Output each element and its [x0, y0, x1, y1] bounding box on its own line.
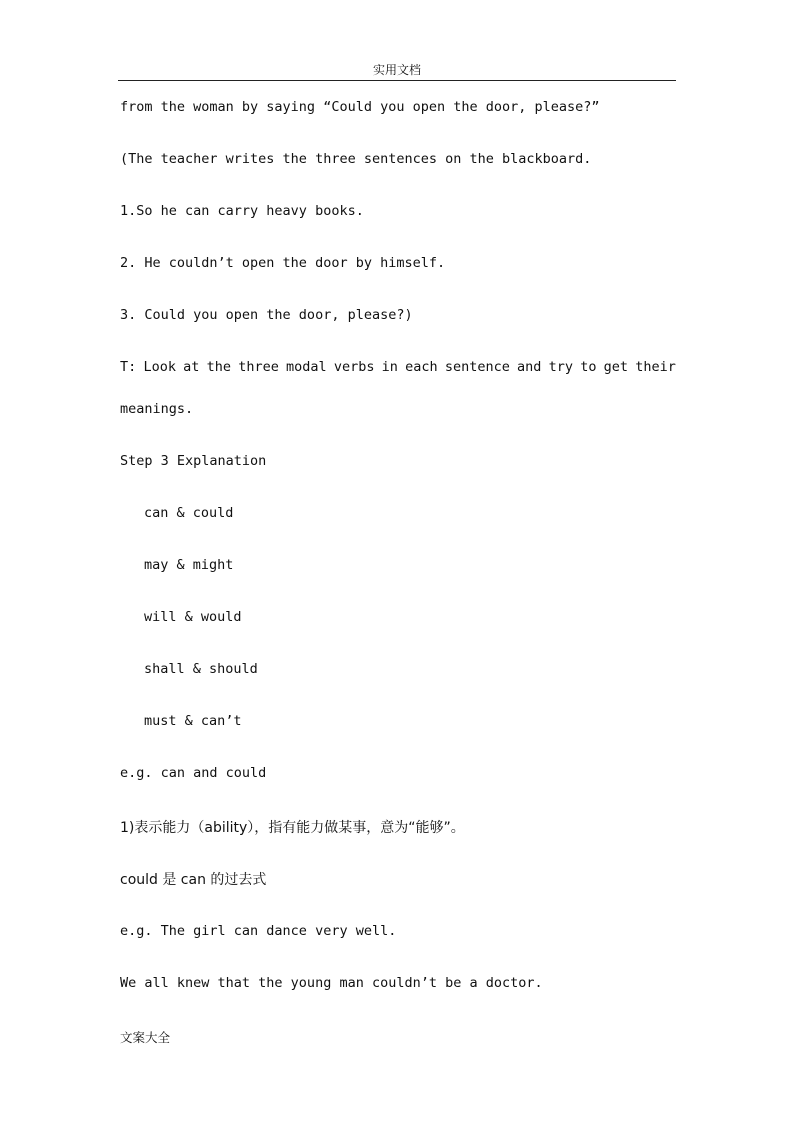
modal-pair: shall & should [144, 661, 258, 677]
word: verbs [333, 359, 375, 375]
text-line-4: 2. He couldn’t open the door by himself. [120, 255, 446, 271]
modal-pair: may & might [144, 557, 234, 573]
example-heading: e.g. can and could [120, 765, 267, 781]
page-footer: 文案大全 [120, 1030, 171, 1045]
modal-pair: must & can’t [144, 713, 242, 729]
past-tense-note: could 是 can 的过去式 [120, 872, 267, 888]
word: sentence [444, 359, 510, 375]
word: Look [143, 359, 176, 375]
text-line-3: 1.So he can carry heavy books. [120, 203, 364, 219]
modal-pair: can & could [144, 505, 234, 521]
word: each [405, 359, 438, 375]
text-line-5: 3. Could you open the door, please?) [120, 307, 413, 323]
word: their [635, 359, 676, 375]
text-line-2: (The teacher writes the three sentences on the blackboard. [120, 151, 592, 167]
example-sentence-1: e.g. The girl can dance very well. [120, 923, 397, 939]
header-divider [118, 80, 676, 81]
word: the [206, 359, 231, 375]
word: get [603, 359, 629, 375]
page-header-title: 实用文档 [372, 63, 421, 77]
word: in [381, 359, 398, 375]
word: to [580, 359, 597, 375]
word: try [548, 359, 574, 375]
word: modal [286, 359, 327, 375]
example-sentence-2: We all knew that the young man couldn’t be a doctor. [120, 975, 543, 991]
definition-line: 1)表示能力（ability），指有能力做某事，意为“能够”。 [120, 820, 465, 836]
text-line-1: from the woman by saying “Could you open the door, please?” [120, 99, 600, 115]
text-line-7: meanings. [120, 401, 194, 417]
word: T: [120, 359, 137, 375]
modal-pair: will & would [144, 609, 242, 625]
word: three [238, 359, 279, 375]
word: and [517, 359, 542, 375]
step-heading: Step 3 Explanation [120, 453, 267, 469]
word: at [183, 359, 200, 375]
text-line-6 [120, 359, 676, 375]
